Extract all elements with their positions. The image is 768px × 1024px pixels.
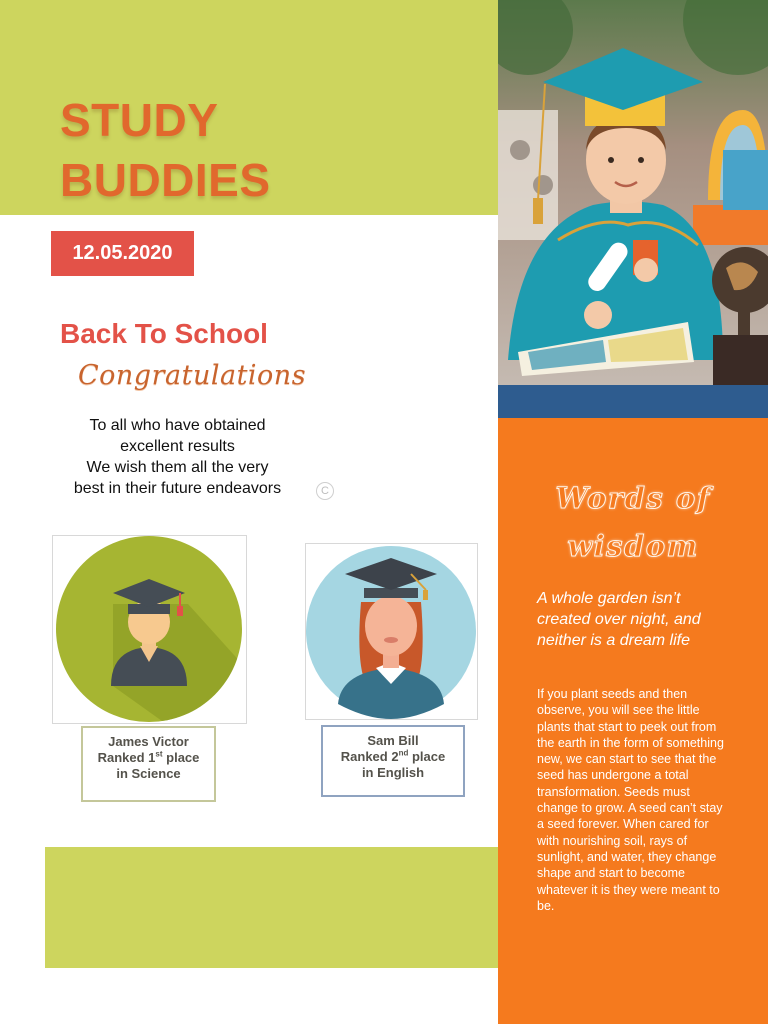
- copyright-mark-icon: C: [316, 482, 334, 500]
- message-line: excellent results: [120, 438, 235, 455]
- rank-prefix: Ranked 1: [97, 750, 156, 765]
- sidebar-title: [528, 474, 738, 570]
- male-graduate-icon: [53, 536, 246, 723]
- article-heading: Back To School: [60, 318, 268, 349]
- message-line: We wish them all the very: [86, 459, 269, 476]
- student-name: James Victor: [108, 734, 189, 749]
- rank-prefix: Ranked 2: [340, 749, 399, 764]
- page-title: [60, 90, 271, 210]
- sidebar-title-line-2: wisdom: [567, 529, 699, 563]
- wisdom-quote: A whole garden isn’t created over night, and neither is a dream life: [537, 590, 701, 649]
- congratulations-heading: Congratulations: [78, 360, 307, 391]
- student-1-portrait: [52, 535, 247, 724]
- student-2-caption: [321, 725, 465, 797]
- student-subject: in English: [361, 765, 425, 780]
- student-rank: [83, 750, 214, 766]
- rank-ordinal: nd: [398, 748, 409, 758]
- wisdom-body-text: If you plant seeds and then observe, you will see the little plants that start to peek out from the earth in the form of something new, we can start to see that the seed has undergone a total transformation. Seeds must change to grow. A seed can’t stay a seed forever. When cared for with nourishing soil, rays of sunlight, and water, they change shape and start to become whatever it is they were meant to be.: [537, 687, 724, 913]
- rank-suffix: place: [162, 750, 200, 765]
- student-2-portrait: [305, 543, 478, 720]
- message-line: To all who have obtained: [89, 417, 266, 434]
- student-subject: in Science: [116, 766, 181, 781]
- photo-illustration: [498, 0, 768, 418]
- rank-suffix: place: [408, 749, 446, 764]
- footer-band: [45, 847, 498, 968]
- congratulations-message: [55, 415, 300, 499]
- student-1-caption: [81, 726, 216, 802]
- female-graduate-icon: [306, 544, 477, 719]
- student-name: Sam Bill: [367, 733, 419, 748]
- title-line-1: STUDY: [60, 94, 219, 146]
- student-rank: [323, 749, 463, 765]
- sidebar-title-line-1: Words of: [555, 481, 711, 515]
- rank-ordinal: st: [155, 749, 163, 759]
- title-line-2: BUDDIES: [60, 154, 271, 206]
- message-line: best in their future endeavors: [73, 480, 282, 497]
- child-in-graduation-cap-photo: [498, 0, 768, 418]
- date-badge: 12.05.2020: [51, 231, 194, 276]
